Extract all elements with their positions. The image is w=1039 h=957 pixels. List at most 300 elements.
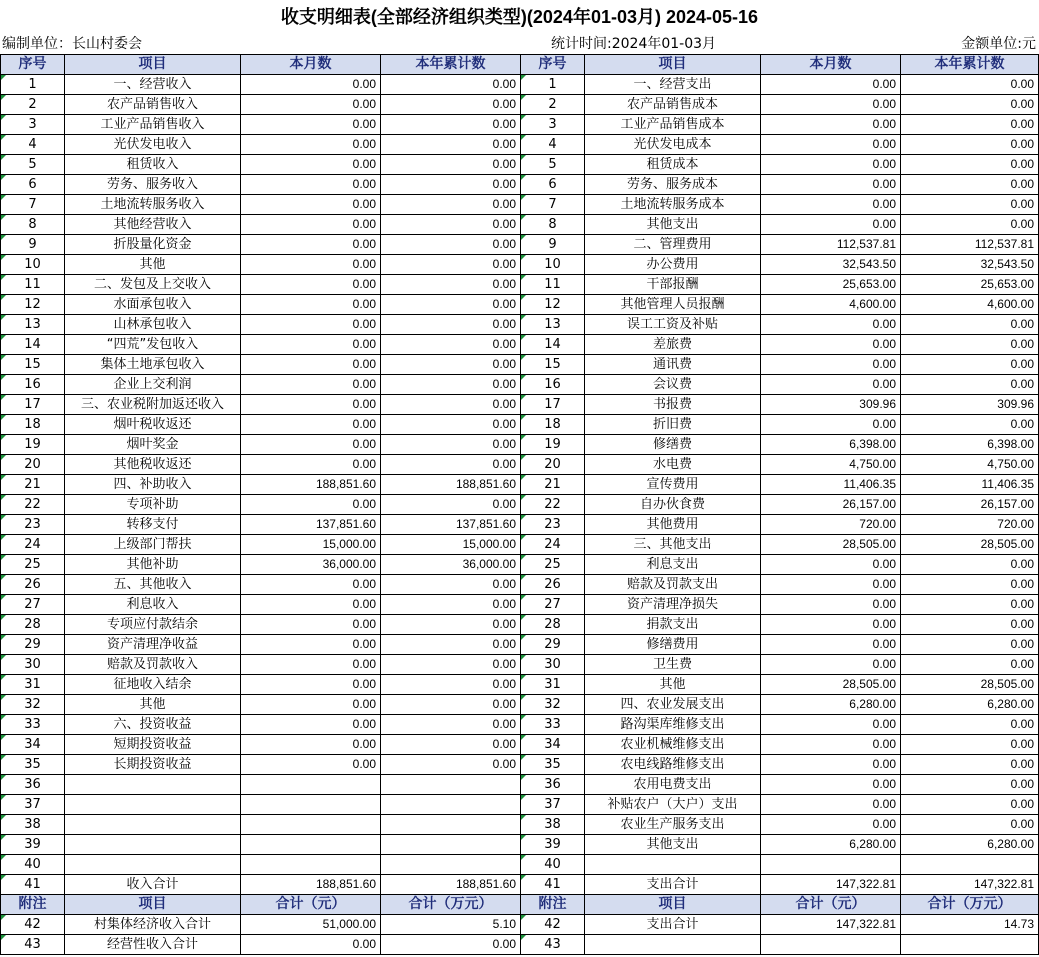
table-cell: 25,653.00 [901,275,1039,295]
table-cell: 租赁收入 [65,155,241,175]
table-cell: 0.00 [761,375,901,395]
table-cell: 0.00 [901,315,1039,335]
column-header: 序号 [1,55,65,75]
table-cell: 0.00 [761,195,901,215]
table-cell: 20 [1,455,65,475]
table-cell: 27 [521,595,585,615]
table-cell: 差旅费 [585,335,761,355]
table-cell: 光伏发电成本 [585,135,761,155]
unit-label: 金额单位:元 [961,36,1036,52]
table-row [1,435,1039,455]
table-cell: 16 [521,375,585,395]
table-row [1,735,1039,755]
table-cell: 其他支出 [585,215,761,235]
report-title: 收支明细表(全部经济组织类型)(2024年01-03月) 2024-05-16 [280,7,759,27]
table-cell: 27 [1,595,65,615]
column-header: 本年累计数 [901,55,1039,75]
table-cell: 15 [521,355,585,375]
table-cell: 309.96 [761,395,901,415]
note-header-row [1,895,1039,915]
table-cell: 37 [521,795,585,815]
table-cell: 0.00 [901,375,1039,395]
table-cell: 0.00 [381,735,521,755]
table-cell: 51,000.00 [241,915,381,935]
table-cell: 6,280.00 [901,835,1039,855]
table-cell: 0.00 [761,75,901,95]
column-header: 合计（万元） [381,895,521,915]
table-cell: 21 [1,475,65,495]
table-cell: 9 [1,235,65,255]
table-cell: 34 [1,735,65,755]
table-cell: 23 [1,515,65,535]
table-cell: 0.00 [381,95,521,115]
table-cell: 32,543.50 [761,255,901,275]
table-cell: 0.00 [901,95,1039,115]
table-cell: 38 [1,815,65,835]
table-cell: 8 [521,215,585,235]
table-cell: 办公费用 [585,255,761,275]
table-cell: 路沟渠库维修支出 [585,715,761,735]
table-cell: 35 [1,755,65,775]
table-cell: 0.00 [241,195,381,215]
table-cell: 1 [521,75,585,95]
table-cell: 0.00 [381,495,521,515]
table-cell: 0.00 [761,315,901,335]
table-cell: 三、其他支出 [585,535,761,555]
table-cell: 24 [1,535,65,555]
table-cell: 转移支付 [65,515,241,535]
table-cell: 0.00 [381,695,521,715]
table-cell: 0.00 [761,95,901,115]
table-row [1,575,1039,595]
table-cell: 农业机械维修支出 [585,735,761,755]
table-cell: 0.00 [241,455,381,475]
table-cell: 0.00 [901,215,1039,235]
column-header: 附注 [521,895,585,915]
table-row [1,195,1039,215]
table-cell: 资产清理净收益 [65,635,241,655]
table-cell: 0.00 [901,815,1039,835]
table-cell: 6,398.00 [901,435,1039,455]
table-cell: 11 [521,275,585,295]
table-row [1,855,1039,875]
table-cell [585,935,761,955]
table-cell: 26 [521,575,585,595]
table-row [1,295,1039,315]
table-cell: 0.00 [761,175,901,195]
table-cell: 36,000.00 [381,555,521,575]
table-row [1,455,1039,475]
table-cell: 39 [521,835,585,855]
table-cell: 21 [521,475,585,495]
table-cell: 0.00 [241,675,381,695]
table-cell: 720.00 [761,515,901,535]
table-cell: 3 [521,115,585,135]
table-cell: 五、其他收入 [65,575,241,595]
table-row [1,715,1039,735]
table-cell [241,835,381,855]
table-cell: 劳务、服务成本 [585,175,761,195]
table-cell: 0.00 [241,235,381,255]
table-cell: 0.00 [381,215,521,235]
table-cell: 0.00 [761,815,901,835]
table-cell: 0.00 [241,755,381,775]
table-cell: 四、补助收入 [65,475,241,495]
table-cell: 0.00 [761,795,901,815]
table-cell: 26,157.00 [901,495,1039,515]
table-cell: 集体土地承包收入 [65,355,241,375]
table-cell: 28,505.00 [761,535,901,555]
table-cell: 利息收入 [65,595,241,615]
table-cell [65,775,241,795]
table-cell: 二、发包及上交收入 [65,275,241,295]
table-cell: 4,750.00 [761,455,901,475]
table-cell: 0.00 [241,375,381,395]
table-cell: 32 [521,695,585,715]
table-cell: 4 [1,135,65,155]
table-cell: 14 [521,335,585,355]
table-cell: 41 [521,875,585,895]
table-cell: 农用电费支出 [585,775,761,795]
table-row [1,475,1039,495]
table-cell [65,855,241,875]
income-expense-table [0,54,1039,955]
table-cell: 28 [1,615,65,635]
table-row [1,415,1039,435]
table-cell: 41 [1,875,65,895]
table-cell: 24 [521,535,585,555]
table-cell: 经营性收入合计 [65,935,241,955]
table-cell: 征地收入结余 [65,675,241,695]
table-cell: 二、管理费用 [585,235,761,255]
table-row [1,155,1039,175]
table-row [1,355,1039,375]
table-cell: 0.00 [761,215,901,235]
table-cell: 专项补助 [65,495,241,515]
table-cell: 0.00 [901,715,1039,735]
table-cell: 0.00 [381,355,521,375]
table-cell: 31 [1,675,65,695]
table-cell: 137,851.60 [381,515,521,535]
table-row [1,595,1039,615]
table-row [1,175,1039,195]
table-cell: 0.00 [381,655,521,675]
table-cell: 0.00 [381,135,521,155]
table-cell: 0.00 [761,575,901,595]
table-cell: 0.00 [241,415,381,435]
table-cell: 28 [521,615,585,635]
table-cell: 0.00 [901,175,1039,195]
table-cell: 其他 [585,675,761,695]
table-cell: 0.00 [241,315,381,335]
table-cell: 0.00 [381,375,521,395]
table-cell: 0.00 [241,215,381,235]
table-cell: 0.00 [241,175,381,195]
table-cell: 147,322.81 [901,875,1039,895]
table-cell: 0.00 [901,415,1039,435]
table-cell: 29 [1,635,65,655]
table-cell: 折旧费 [585,415,761,435]
table-cell: 农产品销售收入 [65,95,241,115]
table-cell: 误工工资及补贴 [585,315,761,335]
table-cell: 1 [1,75,65,95]
table-cell: 修缮费用 [585,635,761,655]
table-cell: 租赁成本 [585,155,761,175]
table-cell: 188,851.60 [241,475,381,495]
table-cell: 19 [521,435,585,455]
table-cell: 11,406.35 [901,475,1039,495]
table-cell: 36,000.00 [241,555,381,575]
table-cell: 28,505.00 [901,535,1039,555]
table-cell: 折股量化资金 [65,235,241,255]
table-cell [241,855,381,875]
table-cell: 0.00 [761,755,901,775]
table-cell: 30 [1,655,65,675]
table-cell: 0.00 [381,635,521,655]
table-row [1,315,1039,335]
table-cell [901,935,1039,955]
table-cell: 上级部门帮扶 [65,535,241,555]
table-cell: 29 [521,635,585,655]
table-cell: 0.00 [901,755,1039,775]
table-cell [381,835,521,855]
column-header: 合计（万元） [901,895,1039,915]
table-cell: 0.00 [761,635,901,655]
table-cell: 工业产品销售成本 [585,115,761,135]
table-cell: 137,851.60 [241,515,381,535]
table-cell: 0.00 [761,155,901,175]
table-cell: 30 [521,655,585,675]
table-cell: 其他税收返还 [65,455,241,475]
table-cell: 短期投资收益 [65,735,241,755]
column-header: 项目 [585,55,761,75]
table-cell: 11,406.35 [761,475,901,495]
table-cell: 其他补助 [65,555,241,575]
table-row [1,215,1039,235]
table-cell: 0.00 [381,615,521,635]
table-cell [381,795,521,815]
table-cell: 25 [521,555,585,575]
table-cell: 10 [521,255,585,275]
table-cell: 长期投资收益 [65,755,241,775]
table-row [1,835,1039,855]
table-cell: 0.00 [761,335,901,355]
table-cell: 25 [1,555,65,575]
table-cell: 其他支出 [585,835,761,855]
table-cell [761,855,901,875]
table-cell: 0.00 [381,235,521,255]
table-cell: 劳务、服务收入 [65,175,241,195]
table-cell: 7 [521,195,585,215]
table-cell: 0.00 [381,715,521,735]
table-cell: 宣传费用 [585,475,761,495]
table-row [1,75,1039,95]
table-cell: 0.00 [381,175,521,195]
table-cell: 20 [521,455,585,475]
table-cell: 自办伙食费 [585,495,761,515]
table-cell: 0.00 [901,615,1039,635]
table-cell: 0.00 [761,655,901,675]
table-cell: 4,600.00 [901,295,1039,315]
table-cell: 309.96 [901,395,1039,415]
table-cell: 23 [521,515,585,535]
table-cell: 26 [1,575,65,595]
table-cell: 43 [521,935,585,955]
column-header: 附注 [1,895,65,915]
table-cell [241,775,381,795]
table-cell: 三、农业税附加返还收入 [65,395,241,415]
table-cell [241,795,381,815]
table-cell: 0.00 [901,335,1039,355]
table-cell: 六、投资收益 [65,715,241,735]
table-cell [381,815,521,835]
table-row [1,235,1039,255]
table-row [1,495,1039,515]
table-cell: 14 [1,335,65,355]
table-cell: 支出合计 [585,875,761,895]
table-cell: 0.00 [901,795,1039,815]
table-cell: 112,537.81 [761,235,901,255]
table-cell: 一、经营支出 [585,75,761,95]
table-cell: 捐款支出 [585,615,761,635]
table-cell: 赔款及罚款收入 [65,655,241,675]
table-cell: 0.00 [381,435,521,455]
table-cell: 其他费用 [585,515,761,535]
table-cell: 四、农业发展支出 [585,695,761,715]
table-cell: 13 [521,315,585,335]
table-cell: 0.00 [381,415,521,435]
table-cell: 0.00 [901,355,1039,375]
table-cell: 0.00 [241,275,381,295]
table-cell: 33 [521,715,585,735]
table-cell: 一、经营收入 [65,75,241,95]
table-cell: 18 [521,415,585,435]
table-cell: 0.00 [241,655,381,675]
table-cell: 6,280.00 [761,695,901,715]
table-cell: 0.00 [761,615,901,635]
table-cell: 34 [521,735,585,755]
table-cell: 0.00 [901,595,1039,615]
table-cell: 0.00 [901,115,1039,135]
table-cell: 10 [1,255,65,275]
table-cell: 山林承包收入 [65,315,241,335]
table-cell: 0.00 [761,415,901,435]
table-row [1,535,1039,555]
table-cell: 12 [1,295,65,315]
table-cell: 0.00 [241,635,381,655]
table-cell: 22 [521,495,585,515]
column-header: 合计（元） [241,895,381,915]
table-cell: 烟叶奖金 [65,435,241,455]
table-cell: 0.00 [241,95,381,115]
table-cell: 水电费 [585,455,761,475]
table-cell: 其他管理人员报酬 [585,295,761,315]
table-row [1,815,1039,835]
table-cell: 0.00 [901,735,1039,755]
table-cell: 40 [521,855,585,875]
column-header: 序号 [521,55,585,75]
table-cell: 0.00 [241,495,381,515]
table-row [1,775,1039,795]
table-cell: 0.00 [241,75,381,95]
table-cell: 土地流转服务成本 [585,195,761,215]
table-cell: 0.00 [381,935,521,955]
table-row [1,135,1039,155]
table-cell: 188,851.60 [381,875,521,895]
table-cell: 0.00 [241,355,381,375]
table-cell: “四荒”发包收入 [65,335,241,355]
table-cell: 0.00 [901,195,1039,215]
table-cell: 2 [1,95,65,115]
table-cell: 土地流转服务收入 [65,195,241,215]
table-cell: 烟叶税收返还 [65,415,241,435]
table-cell: 0.00 [241,135,381,155]
table-row [1,395,1039,415]
table-cell: 36 [1,775,65,795]
table-cell: 0.00 [241,575,381,595]
table-cell: 赔款及罚款支出 [585,575,761,595]
table-cell: 147,322.81 [761,915,901,935]
table-cell: 0.00 [761,135,901,155]
table-cell: 0.00 [241,295,381,315]
table-cell: 水面承包收入 [65,295,241,315]
table-cell: 0.00 [761,595,901,615]
table-cell: 0.00 [381,595,521,615]
table-cell: 7 [1,195,65,215]
table-cell: 38 [521,815,585,835]
table-cell: 0.00 [901,575,1039,595]
table-cell: 0.00 [761,775,901,795]
table-cell: 0.00 [241,335,381,355]
table-cell: 农业生产服务支出 [585,815,761,835]
table-cell: 13 [1,315,65,335]
table-row [1,695,1039,715]
table-cell: 37 [1,795,65,815]
table-cell [761,935,901,955]
table-cell: 支出合计 [585,915,761,935]
table-cell [381,775,521,795]
table-cell: 22 [1,495,65,515]
table-row [1,95,1039,115]
table-cell: 0.00 [901,655,1039,675]
table-cell: 0.00 [381,195,521,215]
table-cell: 33 [1,715,65,735]
table-cell: 0.00 [901,555,1039,575]
table-cell: 28,505.00 [901,675,1039,695]
table-row [1,555,1039,575]
table-row [1,615,1039,635]
table-cell: 16 [1,375,65,395]
table-cell: 0.00 [241,695,381,715]
column-header: 项目 [585,895,761,915]
table-cell: 25,653.00 [761,275,901,295]
table-row [1,115,1039,135]
table-cell [65,815,241,835]
table-cell: 补贴农户（大户）支出 [585,795,761,815]
table-cell: 光伏发电收入 [65,135,241,155]
table-cell: 32 [1,695,65,715]
table-cell: 0.00 [381,75,521,95]
table-header-row [1,55,1039,75]
table-cell: 18 [1,415,65,435]
table-cell [65,795,241,815]
table-cell: 0.00 [241,615,381,635]
table-cell: 0.00 [241,155,381,175]
table-cell: 14.73 [901,915,1039,935]
table-cell: 农产品销售成本 [585,95,761,115]
table-cell: 6 [521,175,585,195]
table-cell: 0.00 [381,395,521,415]
